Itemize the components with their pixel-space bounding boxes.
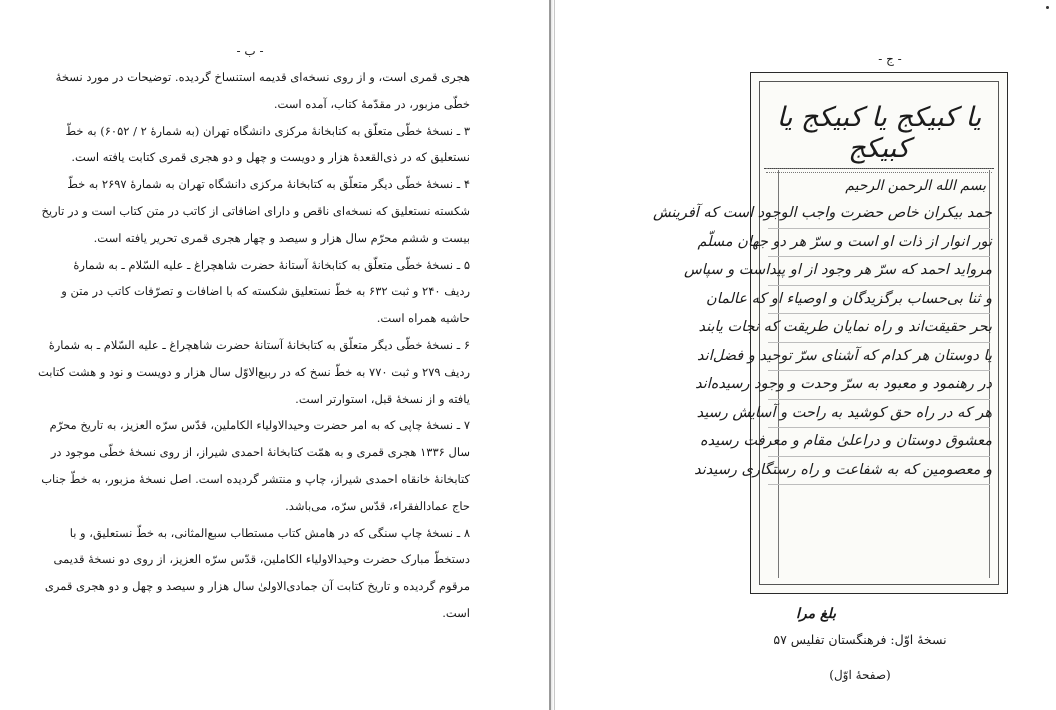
manuscript-body <box>652 200 992 485</box>
text-line: کتابخانهٔ خانقاه احمدی شیراز، چاپ و منتشر گردیده است. اصل نسخهٔ مزبور، به خطّ جناب <box>41 471 470 486</box>
manuscript-line: یا دوستان هر کدام که آشنای سرّ توحید و فضل‌اند <box>697 347 992 364</box>
manuscript-line: بحر حقیقت‌اند و راه نمایان طریقت که نجات یابند <box>698 319 992 335</box>
text-line: ۷ ـ نسخهٔ چاپی که به امر حضرت وحیدالاولیاء الکاملین، قدّس سرّه العزیز، به تاریخ محرّم <box>49 418 470 433</box>
manuscript-frame <box>652 81 999 585</box>
manuscript-line: در رهنمود و معبود به سرّ وحدت و وجود رسیده‌اند <box>695 376 992 392</box>
left-page-text <box>38 64 470 627</box>
paragraph <box>48 118 470 172</box>
paragraph <box>41 412 470 519</box>
page-edge <box>554 0 555 710</box>
manuscript-signature: بلغ مرا <box>796 606 836 622</box>
text-line: دستخطّ مبارک حضرت وحیدالاولیاء الکاملین، قدّس سرّه العزیز، از روی دو نسخهٔ قدیمی <box>53 552 470 567</box>
manuscript-line: معشوق دوستان و دراعلیٰ مقام و معرفت رسیده <box>700 433 992 449</box>
manuscript-header <box>764 86 994 169</box>
text-line: ۴ ـ نسخهٔ خطّی دیگر متعلّق به کتابخانهٔ مرکزی دانشگاه تهران به شمارهٔ ۲۶۹۷ به خطّ <box>67 177 470 192</box>
manuscript-image <box>652 72 1008 594</box>
text-line: هجری قمری است، و از روی نسخه‌ای قدیمه استنساخ گردیده. توضیحات در مورد نسخهٔ <box>55 70 470 84</box>
manuscript-dotted-rule <box>766 168 992 170</box>
manuscript-dotted-rule <box>766 172 992 174</box>
paragraph <box>48 252 470 332</box>
text-line: بیست و ششم محرّم سال هزار و سیصد و چهار هجری قمری تحریر یافته است. <box>93 230 470 245</box>
paragraph <box>41 171 470 251</box>
paragraph <box>48 64 470 118</box>
manuscript-line: و معصومین که به شفاعت و راه رستگاری رسیدند <box>694 461 992 478</box>
text-line: ۶ ـ نسخهٔ خطّی دیگر متعلّق به کتابخانهٔ آستانهٔ حضرت شاهچراغ ـ علیه السّلام ـ به شمارهٔ <box>48 337 470 352</box>
paragraph <box>44 520 470 627</box>
manuscript-line: و ثنا بی‌حساب برگزیدگان و اوصیاء او که عالمان <box>706 290 992 307</box>
text-line: ردیف ۲۴۰ و ثبت ۶۳۲ به خطّ نستعلیق شکسته که با اضافات و تصرّفات کاتب در متن و <box>61 284 470 299</box>
text-line: سال ۱۳۳۶ هجری قمری و به همّت کتابخانهٔ احمدی شیراز، از روی نسخهٔ خطّی موجود در <box>50 445 470 460</box>
text-line: ۵ ـ نسخهٔ خطّی متعلّق به کتابخانهٔ آستانهٔ حضرت شاهچراغ ـ علیه السّلام ـ به شمارهٔ <box>73 257 470 272</box>
right-page-number: - ج - <box>878 52 902 66</box>
figure-subcaption: (صفحهٔ اوّل) <box>829 668 891 682</box>
manuscript-line-rule <box>768 484 990 485</box>
text-line: حاج عمادالفقراء، قدّس سرّه، می‌باشد. <box>285 498 470 513</box>
text-line: مرقوم گردیده و تاریخ کتابت آن جمادی‌الاولیٰ سال هزار و سیصد و چهل و دو هجری قمری <box>44 579 470 594</box>
book-gutter <box>540 0 560 710</box>
text-line: است. <box>442 605 470 620</box>
text-line: یافته و از نسخهٔ قبل، استوارتر است. <box>295 391 470 406</box>
text-line: نستعلیق که در ذی‌القعدهٔ هزار و دویست و چهل و دو هجری قمری کتابت یافته است. <box>71 150 470 165</box>
text-line: خطّی مزبور، در مقدّمهٔ کتاب، آمده است. <box>273 96 470 111</box>
text-line: حاشیه همراه است. <box>376 311 470 326</box>
manuscript-line: مرواید احمد که سرّ هر وجود از او پیداست و سپاس <box>683 262 992 278</box>
manuscript-line: هر که در راه حق کوشید به راحت و آسایش رسید <box>696 404 992 421</box>
manuscript-line: حمد بیکران خاص حضرت واجب الوجود است که آفرینش <box>652 205 992 221</box>
text-line: ۳ ـ نسخهٔ خطّی متعلّق به کتابخانهٔ مرکزی دانشگاه تهران (به شمارهٔ ۲ / ۶۰۵۲) به خطّ <box>65 123 470 138</box>
scan-dot <box>1046 6 1049 9</box>
figure-caption: نسخهٔ اوّل: فرهنگستان تفلیس ۵۷ <box>773 632 947 647</box>
manuscript-line: نور انوار از ذات او است و سرّ هر دو جهان مسلّم <box>697 233 992 250</box>
paragraph <box>38 332 470 412</box>
manuscript-header-text: یا کبیکج یا کبیکج یا کبیکج <box>776 102 982 164</box>
text-line: ردیف ۲۷۹ و ثبت ۷۷۰ به خطّ نسخ که در ربیع‌الاوّل سال هزار و دویست و نود و هشت کتابت <box>38 364 470 379</box>
manuscript-basmala: بسم الله الرحمن الرحیم <box>845 178 986 194</box>
text-line: ۸ ـ نسخهٔ چاپ سنگی که در هامش کتاب مستطاب سبع‌المثانی، به خطّ نستعلیق، و با <box>69 525 470 540</box>
left-page-number: - ب - <box>236 44 264 58</box>
text-line: شکسته نستعلیق که نسخه‌ای ناقص و دارای اضافاتی از کاتب در متن کتاب است و در تاریخ <box>41 203 470 218</box>
